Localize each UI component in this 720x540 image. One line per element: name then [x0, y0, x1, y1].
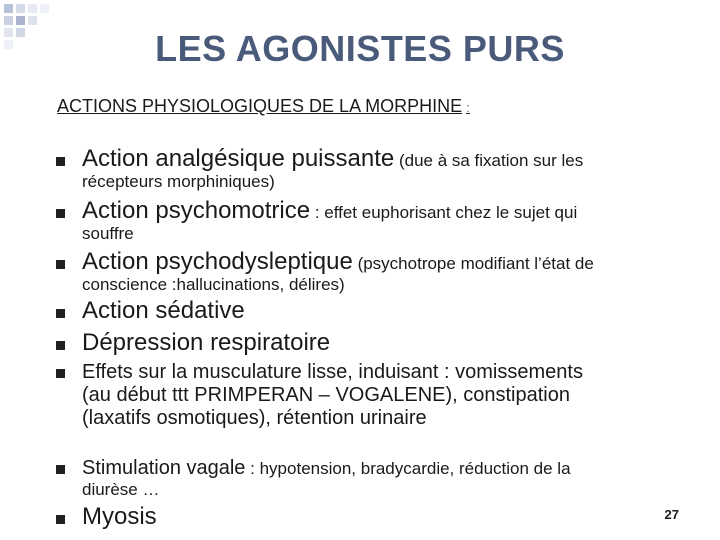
bullet-main-text: Action psychomotrice — [82, 197, 311, 224]
slide-subtitle — [57, 96, 470, 117]
bullet-main-text: Action psychodysleptique — [82, 248, 353, 275]
bullet-detail-text: (due à sa fixation sur les — [394, 151, 584, 170]
bullet-square-icon — [56, 369, 65, 378]
bullet-main-text: Dépression respiratoire — [82, 329, 331, 356]
subtitle-text: ACTIONS PHYSIOLOGIQUES DE LA MORPHINE — [57, 96, 463, 116]
bullet-detail-text: : hypotension, bradycardie, réduction de la — [245, 459, 571, 478]
slide-title: LES AGONISTES PURS — [155, 28, 565, 69]
bullet-square-icon — [56, 157, 65, 166]
bullet-main-text: Effets sur la musculature lisse, induisant : vomissements (au début ttt PRIMPERAN – VOGALENE), constipation (laxatifs osmotiques), rétention urinaire — [82, 361, 583, 429]
bullet-square-icon — [56, 515, 65, 524]
bullet-square-icon — [56, 309, 65, 318]
bullet-main-text: Action sédative — [82, 297, 245, 324]
bullet-continuation-text: conscience :hallucinations, délires) — [82, 275, 345, 294]
bullet-continuation-text: souffre — [82, 224, 134, 243]
page-number: 27 — [664, 507, 679, 522]
bullet-main-text: Stimulation vagale — [82, 457, 246, 479]
bullet-detail-text: : effet euphorisant chez le sujet qui — [310, 203, 578, 222]
bullet-square-icon — [56, 209, 65, 218]
bullet-continuation-text: récepteurs morphiniques) — [82, 172, 275, 191]
bullet-square-icon — [56, 465, 65, 474]
bullet-square-icon — [56, 260, 65, 269]
subtitle-colon: : — [466, 100, 470, 115]
bullet-main-text: Myosis — [82, 503, 157, 530]
bullet-main-text: Action analgésique puissante — [82, 145, 395, 172]
bullet-square-icon — [56, 341, 65, 350]
bullet-continuation-text: diurèse … — [82, 480, 160, 499]
bullet-detail-text: (psychotrope modifiant l’état de — [352, 254, 594, 273]
